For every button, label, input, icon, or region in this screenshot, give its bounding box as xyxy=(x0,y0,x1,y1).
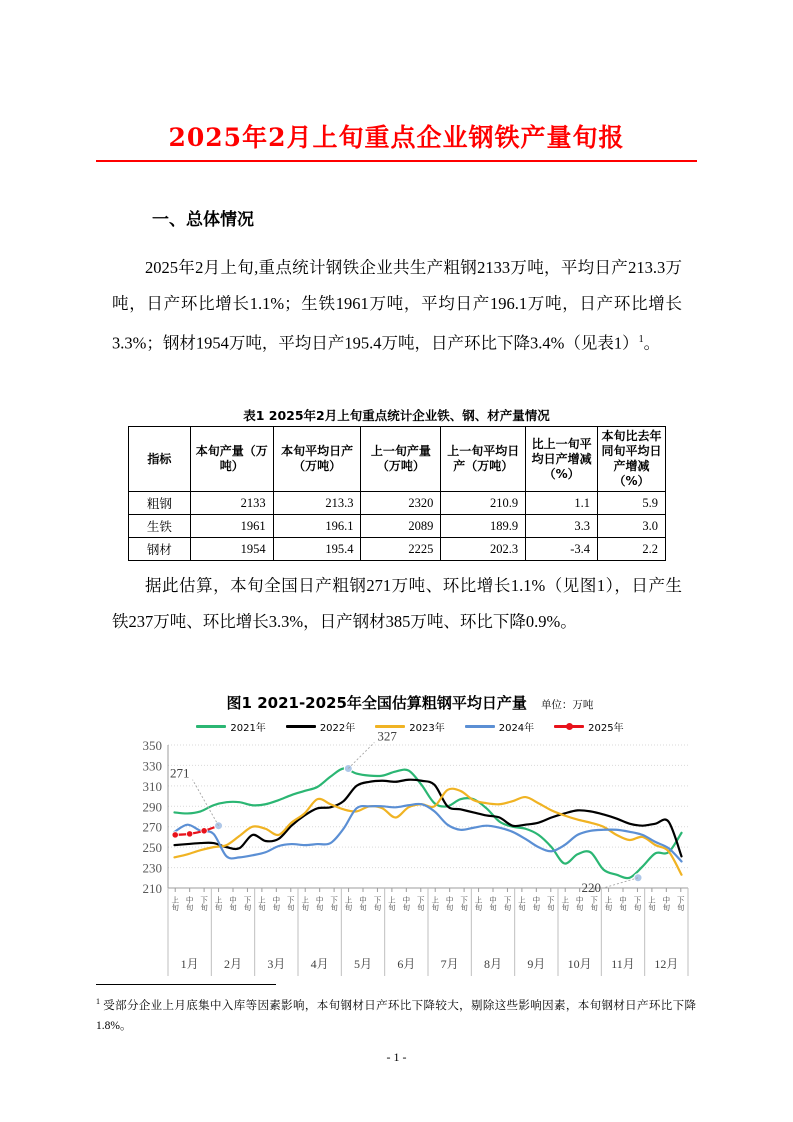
series-line-2021年 xyxy=(175,768,682,878)
x-axis-period-label xyxy=(459,896,468,912)
legend-item-2024年 xyxy=(465,719,534,734)
legend-label: 2023年 xyxy=(409,723,445,734)
page-number: - 1 - xyxy=(386,1050,407,1064)
svg-text:上旬: 上旬 xyxy=(257,896,267,911)
x-axis-period-label xyxy=(257,895,266,912)
svg-text:中旬: 中旬 xyxy=(271,896,281,911)
cell-current-output: 1961 xyxy=(190,515,273,538)
cell-prev-output: 2225 xyxy=(361,538,441,561)
footnote-text: 受部分企业上月底集中入库等因素影响，本旬钢材日产环比下降较大，剔除这些影响因素，本旬钢材日产环比下降1.8%。 xyxy=(96,999,696,1032)
series-line-2022年 xyxy=(175,780,682,857)
svg-text:下旬: 下旬 xyxy=(502,896,512,911)
paragraph-overview xyxy=(112,250,682,362)
paragraph-estimate: 据此估算，本旬全国日产粗钢271万吨、环比增长1.1%（见图1），日产生铁237万吨、环比增长3.3%，日产钢材385万吨、环比下降0.9%。 xyxy=(112,576,682,631)
x-axis-period-label xyxy=(272,895,281,912)
x-axis-period-label xyxy=(676,896,685,912)
y-axis-tick-label: 270 xyxy=(142,819,162,835)
cell-indicator: 粗钢 xyxy=(129,492,191,515)
svg-text:中旬: 中旬 xyxy=(488,896,498,911)
cell-change-yoy: 5.9 xyxy=(598,492,666,515)
legend-label: 2024年 xyxy=(498,723,535,734)
x-axis-month-label: 4月 xyxy=(310,957,329,971)
y-axis-tick-label: 250 xyxy=(142,840,162,856)
legend-swatch-icon xyxy=(196,721,226,732)
x-axis-period-label xyxy=(185,895,194,912)
svg-text:下旬: 下旬 xyxy=(459,896,469,911)
x-axis-period-label xyxy=(199,896,208,912)
legend-item-2021年 xyxy=(196,719,265,734)
svg-text:中旬: 中旬 xyxy=(531,896,541,911)
legend-swatch-icon xyxy=(465,721,495,732)
x-axis-period-label xyxy=(488,895,497,912)
cell-change-prev: -3.4 xyxy=(526,538,598,561)
annotation-label: 327 xyxy=(377,728,397,744)
svg-text:下旬: 下旬 xyxy=(286,896,296,911)
production-table xyxy=(128,426,666,561)
legend-label: 2021年 xyxy=(230,723,266,734)
svg-text:上旬: 上旬 xyxy=(604,896,614,911)
x-axis-month-label: 3月 xyxy=(267,957,286,971)
svg-text:上旬: 上旬 xyxy=(474,896,484,911)
x-axis-month-label: 5月 xyxy=(353,957,373,971)
y-axis-tick-label: 210 xyxy=(142,881,162,896)
svg-text:中旬: 中旬 xyxy=(358,896,368,911)
svg-text:中旬: 中旬 xyxy=(575,896,585,911)
svg-text:下旬: 下旬 xyxy=(676,896,686,911)
legend-label: 2025年 xyxy=(588,723,624,734)
cell-prev-output: 2320 xyxy=(361,492,441,515)
x-axis-period-label xyxy=(633,896,642,912)
x-axis-month-label: 2月 xyxy=(223,957,243,971)
annotation-marker xyxy=(344,764,352,772)
x-axis-period-label xyxy=(474,895,483,912)
cell-change-yoy: 2.2 xyxy=(598,538,666,561)
svg-text:中旬: 中旬 xyxy=(228,896,238,911)
x-axis-month-label: 7月 xyxy=(440,957,459,971)
svg-text:上旬: 上旬 xyxy=(647,896,657,911)
column-header-current-output: 本旬产量（万吨） xyxy=(190,427,273,492)
x-axis-period-label xyxy=(430,895,439,912)
svg-text:下旬: 下旬 xyxy=(242,896,252,911)
series-line-2024年 xyxy=(175,804,682,862)
svg-text:上旬: 上旬 xyxy=(300,896,310,911)
cell-prev-output: 2089 xyxy=(361,515,441,538)
footnote-reference: 1 xyxy=(638,334,644,345)
annotation-leader xyxy=(193,780,219,826)
annotation-label: 220 xyxy=(581,879,602,895)
svg-text:下旬: 下旬 xyxy=(329,896,339,911)
x-axis-period-label xyxy=(214,895,223,912)
x-axis-period-label xyxy=(373,896,382,912)
cell-change-prev: 3.3 xyxy=(526,515,598,538)
footnote xyxy=(96,992,696,1036)
x-axis-period-label xyxy=(286,896,295,912)
svg-text:上旬: 上旬 xyxy=(430,896,440,911)
x-axis-month-label: 6月 xyxy=(397,957,416,971)
x-axis-period-label xyxy=(532,895,541,912)
cell-change-yoy: 3.0 xyxy=(598,515,666,538)
x-axis-month-label: 9月 xyxy=(527,957,546,971)
series-marker-2025年 xyxy=(172,832,178,838)
cell-current-output: 1954 xyxy=(190,538,273,561)
x-axis-period-label xyxy=(228,895,237,912)
cell-change-prev: 1.1 xyxy=(526,492,598,515)
table-row xyxy=(129,492,666,515)
svg-text:上旬: 上旬 xyxy=(560,896,570,911)
svg-text:中旬: 中旬 xyxy=(618,896,628,911)
cell-current-daily: 196.1 xyxy=(273,515,361,538)
svg-text:上旬: 上旬 xyxy=(517,896,527,911)
chart-legend xyxy=(120,719,700,734)
x-axis-period-label xyxy=(445,895,454,912)
x-axis-month-label: 11月 xyxy=(611,957,635,971)
annotation-marker xyxy=(634,874,642,882)
svg-text:上旬: 上旬 xyxy=(214,896,224,911)
x-axis-month-label: 12月 xyxy=(654,957,679,971)
x-axis-period-label xyxy=(170,895,179,912)
section-heading: 一、总体情况 xyxy=(152,210,254,230)
svg-text:中旬: 中旬 xyxy=(315,896,325,911)
legend-label: 2022年 xyxy=(319,723,356,734)
table-row xyxy=(129,538,666,561)
x-axis-period-label xyxy=(618,895,627,912)
cell-indicator: 生铁 xyxy=(129,515,191,538)
x-axis-period-label xyxy=(243,896,252,912)
x-axis-period-label xyxy=(402,895,411,912)
svg-text:中旬: 中旬 xyxy=(445,896,455,911)
x-axis-period-label xyxy=(329,896,338,912)
svg-text:上旬: 上旬 xyxy=(170,896,180,911)
x-axis-period-label xyxy=(604,895,613,912)
cell-current-daily: 195.4 xyxy=(273,538,361,561)
column-header-prev-daily: 上一旬平均日产（万吨） xyxy=(441,427,526,492)
x-axis-period-label xyxy=(647,895,656,912)
x-axis-period-label xyxy=(416,896,425,912)
cell-indicator: 钢材 xyxy=(129,538,191,561)
footnote-marker: 1 xyxy=(96,997,100,1006)
annotation-marker xyxy=(215,822,223,830)
x-axis-period-label xyxy=(358,895,367,912)
series-line-2023年 xyxy=(175,789,682,875)
x-axis-period-label xyxy=(344,895,353,912)
series-marker-2025年 xyxy=(186,831,192,837)
x-axis-period-label xyxy=(503,896,512,912)
y-axis-tick-label: 350 xyxy=(142,738,162,753)
x-axis-month-label: 8月 xyxy=(483,957,503,971)
svg-text:下旬: 下旬 xyxy=(416,896,426,911)
svg-text:中旬: 中旬 xyxy=(185,896,195,911)
x-axis-period-label xyxy=(546,896,555,912)
series-marker-2025年 xyxy=(201,828,207,834)
table-row xyxy=(129,515,666,538)
paragraph-overview-text: 2025年2月上旬,重点统计钢铁企业共生产粗钢2133万吨，平均日产213.3万吨，日产环比增长1.1%；生铁1961万吨，平均日产196.1万吨，日产环比增长3.3%；钢材1954万吨，平均日产195.4万吨，日产环比下降3.4%（见表1） xyxy=(112,258,682,353)
cell-prev-daily: 189.9 xyxy=(441,515,526,538)
x-axis-period-label xyxy=(662,895,671,912)
x-axis-period-label xyxy=(387,895,396,912)
legend-item-2025年 xyxy=(554,719,623,734)
x-axis-period-label xyxy=(560,895,569,912)
column-header-indicator: 指标 xyxy=(129,427,191,492)
column-header-current-daily: 本旬平均日产（万吨） xyxy=(273,427,361,492)
y-axis-tick-label: 310 xyxy=(142,778,162,794)
x-axis-month-label: 10月 xyxy=(567,957,592,971)
cell-current-output: 2133 xyxy=(190,492,273,515)
x-axis-period-label xyxy=(315,895,324,912)
chart-unit-label: 单位：万吨 xyxy=(540,700,594,711)
y-axis-tick-label: 230 xyxy=(142,860,162,876)
x-axis-period-label xyxy=(300,895,309,912)
column-header-change-prev: 比上一旬平均日产增减（%） xyxy=(526,427,598,492)
svg-text:下旬: 下旬 xyxy=(546,896,556,911)
chart-title-text: 图1 2021-2025年全国估算粗钢平均日产量 xyxy=(226,694,527,712)
svg-text:下旬: 下旬 xyxy=(199,896,209,911)
legend-swatch-icon xyxy=(286,721,316,732)
title-divider xyxy=(96,160,697,162)
cell-current-daily: 213.3 xyxy=(273,492,361,515)
footnote-divider xyxy=(96,984,276,985)
cell-prev-daily: 202.3 xyxy=(441,538,526,561)
x-axis-period-label xyxy=(517,895,526,912)
legend-item-2022年 xyxy=(286,719,355,734)
svg-text:下旬: 下旬 xyxy=(372,896,382,911)
x-axis-period-label xyxy=(575,895,584,912)
paragraph-overview-end: 。 xyxy=(643,333,661,353)
chart-figure xyxy=(120,692,700,980)
table-header-row xyxy=(129,427,666,492)
svg-text:中旬: 中旬 xyxy=(401,896,411,911)
cell-prev-daily: 210.9 xyxy=(441,492,526,515)
svg-text:上旬: 上旬 xyxy=(344,896,354,911)
column-header-prev-output: 上一旬产量（万吨） xyxy=(361,427,441,492)
svg-text:上旬: 上旬 xyxy=(387,896,397,911)
x-axis-period-label xyxy=(589,896,598,912)
y-axis-tick-label: 330 xyxy=(142,758,162,774)
column-header-change-yoy: 本旬比去年同旬平均日产增减（%） xyxy=(598,427,666,492)
chart-title xyxy=(120,692,700,713)
page-title: 2025年2月上旬重点企业钢铁产量旬报 xyxy=(168,123,625,152)
annotation-leader xyxy=(604,878,638,888)
svg-text:下旬: 下旬 xyxy=(632,896,642,911)
annotation-leader xyxy=(348,742,374,768)
annotation-label: 271 xyxy=(170,765,190,781)
legend-swatch-icon xyxy=(554,721,584,732)
svg-text:下旬: 下旬 xyxy=(589,896,599,911)
y-axis-tick-label: 290 xyxy=(142,799,162,815)
table-caption: 表1 2025年2月上旬重点统计企业铁、钢、材产量情况 xyxy=(243,408,550,423)
svg-text:中旬: 中旬 xyxy=(661,896,671,911)
x-axis-month-label: 1月 xyxy=(180,957,199,971)
